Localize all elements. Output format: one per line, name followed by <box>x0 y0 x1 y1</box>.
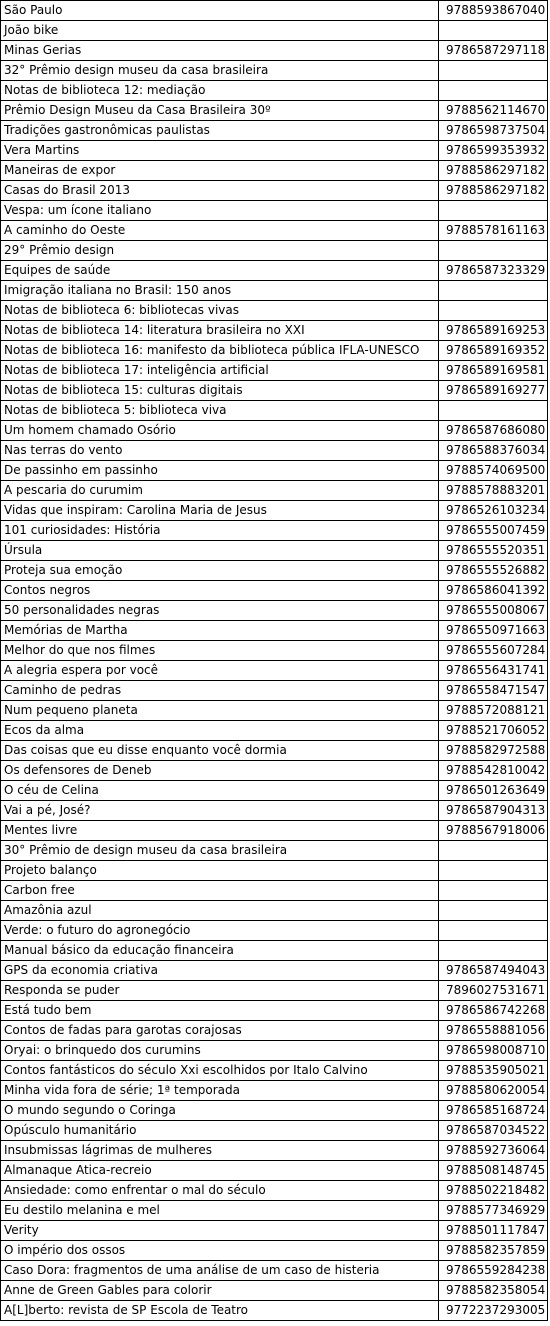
isbn-cell[interactable]: 9788582358054 <box>439 1281 548 1301</box>
table-row <box>1 81 548 101</box>
isbn-cell[interactable]: 9788562114670 <box>439 101 548 121</box>
table-row <box>1 1081 548 1101</box>
isbn-cell[interactable]: 9786555007459 <box>439 521 548 541</box>
title-cell[interactable]: São Paulo <box>1 1 439 21</box>
title-cell[interactable]: Das coisas que eu disse enquanto você dormia <box>1 741 439 761</box>
title-cell[interactable]: Memórias de Martha <box>1 621 439 641</box>
isbn-cell[interactable]: 9786556431741 <box>439 661 548 681</box>
title-cell[interactable]: Tradições gastronômicas paulistas <box>1 121 439 141</box>
title-cell[interactable]: Caso Dora: fragmentos de uma análise de um caso de histeria <box>1 1261 439 1281</box>
table-row <box>1 1061 548 1081</box>
isbn-cell[interactable]: 9786558881056 <box>439 1021 548 1041</box>
title-cell[interactable]: A[L]berto: revista de SP Escola de Teatro <box>1 1301 439 1321</box>
title-cell[interactable]: Melhor do que nos filmes <box>1 641 439 661</box>
isbn-cell[interactable]: 9788586297182 <box>439 181 548 201</box>
table-row <box>1 1201 548 1221</box>
isbn-cell[interactable]: 9788580620054 <box>439 1081 548 1101</box>
table-row <box>1 721 548 741</box>
table-row <box>1 521 548 541</box>
isbn-cell[interactable] <box>439 201 548 221</box>
title-cell[interactable]: Almanaque Atica-recreio <box>1 1161 439 1181</box>
table-row <box>1 1101 548 1121</box>
isbn-cell[interactable]: 9788502218482 <box>439 1181 548 1201</box>
title-cell[interactable]: Contos negros <box>1 581 439 601</box>
title-cell[interactable]: Nas terras do vento <box>1 441 439 461</box>
isbn-cell[interactable]: 9772237293005 <box>439 1301 548 1321</box>
table-row <box>1 741 548 761</box>
table-row <box>1 901 548 921</box>
table-row <box>1 1241 548 1261</box>
table-row <box>1 801 548 821</box>
table-row <box>1 981 548 1001</box>
title-cell[interactable]: O império dos ossos <box>1 1241 439 1261</box>
isbn-cell[interactable]: 9788592736064 <box>439 1141 548 1161</box>
title-cell[interactable]: Um homem chamado Osório <box>1 421 439 441</box>
table-row <box>1 921 548 941</box>
table-row <box>1 141 548 161</box>
table-row <box>1 1181 548 1201</box>
table-row <box>1 561 548 581</box>
table-row <box>1 781 548 801</box>
table-row <box>1 1261 548 1281</box>
title-cell[interactable]: Casas do Brasil 2013 <box>1 181 439 201</box>
title-cell[interactable]: Os defensores de Deneb <box>1 761 439 781</box>
isbn-cell[interactable]: 9788593867040 <box>439 1 548 21</box>
isbn-cell[interactable]: 9788582972588 <box>439 741 548 761</box>
table-row <box>1 761 548 781</box>
table-row <box>1 821 548 841</box>
title-cell[interactable]: Prêmio Design Museu da Casa Brasileira 30º <box>1 101 439 121</box>
title-cell[interactable]: Insubmissas lágrimas de mulheres <box>1 1141 439 1161</box>
title-cell[interactable]: 101 curiosidades: História <box>1 521 439 541</box>
table-row <box>1 401 548 421</box>
title-cell[interactable]: O céu de Celina <box>1 781 439 801</box>
title-cell[interactable]: Notas de biblioteca 6: bibliotecas vivas <box>1 301 439 321</box>
title-cell[interactable]: Vespa: um ícone italiano <box>1 201 439 221</box>
isbn-cell[interactable]: 9788501117847 <box>439 1221 548 1241</box>
title-cell[interactable]: Notas de biblioteca 12: mediação <box>1 81 439 101</box>
title-cell[interactable]: A alegria espera por você <box>1 661 439 681</box>
table-row <box>1 301 548 321</box>
isbn-cell[interactable] <box>439 861 548 881</box>
isbn-cell[interactable]: 9786587323329 <box>439 261 548 281</box>
isbn-cell[interactable]: 9786555520351 <box>439 541 548 561</box>
isbn-cell[interactable]: 9786550971663 <box>439 621 548 641</box>
title-cell[interactable]: João bike <box>1 21 439 41</box>
isbn-cell[interactable]: 9788574069500 <box>439 461 548 481</box>
isbn-cell[interactable]: 9788578883201 <box>439 481 548 501</box>
title-cell[interactable]: Vera Martins <box>1 141 439 161</box>
table-row <box>1 161 548 181</box>
title-cell[interactable]: Proteja sua emoção <box>1 561 439 581</box>
isbn-cell[interactable] <box>439 401 548 421</box>
isbn-cell[interactable] <box>439 881 548 901</box>
isbn-cell[interactable] <box>439 941 548 961</box>
title-cell[interactable]: Responda se puder <box>1 981 439 1001</box>
isbn-cell[interactable]: 9786587494043 <box>439 961 548 981</box>
table-row <box>1 421 548 441</box>
table-row <box>1 701 548 721</box>
title-cell[interactable]: Equipes de saúde <box>1 261 439 281</box>
title-cell[interactable]: Vidas que inspiram: Carolina Maria de Jesus <box>1 501 439 521</box>
isbn-cell[interactable] <box>439 841 548 861</box>
isbn-cell[interactable]: 9786555607284 <box>439 641 548 661</box>
table-row <box>1 1141 548 1161</box>
table-row <box>1 861 548 881</box>
title-cell[interactable]: Verity <box>1 1221 439 1241</box>
isbn-cell[interactable]: 9786526103234 <box>439 501 548 521</box>
isbn-cell[interactable] <box>439 301 548 321</box>
table-row <box>1 321 548 341</box>
isbn-cell[interactable]: 9786587686080 <box>439 421 548 441</box>
table-row <box>1 121 548 141</box>
isbn-cell[interactable]: 9786501263649 <box>439 781 548 801</box>
title-cell[interactable]: Amazônia azul <box>1 901 439 921</box>
title-cell[interactable]: Maneiras de expor <box>1 161 439 181</box>
title-cell[interactable]: De passinho em passinho <box>1 461 439 481</box>
title-cell[interactable]: 29° Prêmio design <box>1 241 439 261</box>
title-cell[interactable]: Verde: o futuro do agronegócio <box>1 921 439 941</box>
table-row <box>1 1281 548 1301</box>
isbn-cell[interactable]: 9786587904313 <box>439 801 548 821</box>
title-cell[interactable]: Contos fantásticos do século Xxi escolhidos por Italo Calvino <box>1 1061 439 1081</box>
isbn-cell[interactable]: 9786588376034 <box>439 441 548 461</box>
isbn-cell[interactable]: 9788535905021 <box>439 1061 548 1081</box>
isbn-cell[interactable]: 9786598008710 <box>439 1041 548 1061</box>
table-row <box>1 541 548 561</box>
table-row <box>1 1161 548 1181</box>
isbn-cell[interactable]: 9786586041392 <box>439 581 548 601</box>
title-cell[interactable]: Carbon free <box>1 881 439 901</box>
table-row <box>1 881 548 901</box>
isbn-cell[interactable]: 9788542810042 <box>439 761 548 781</box>
title-cell[interactable]: Anne de Green Gables para colorir <box>1 1281 439 1301</box>
table-row <box>1 1301 548 1321</box>
table-row <box>1 41 548 61</box>
table-row <box>1 61 548 81</box>
table-row <box>1 621 548 641</box>
title-cell[interactable]: Vai a pé, José? <box>1 801 439 821</box>
isbn-cell[interactable]: 9788577346929 <box>439 1201 548 1221</box>
title-cell[interactable]: Notas de biblioteca 15: culturas digitais <box>1 381 439 401</box>
title-cell[interactable]: Manual básico da educação financeira <box>1 941 439 961</box>
title-cell[interactable]: Imigração italiana no Brasil: 150 anos <box>1 281 439 301</box>
table-row <box>1 441 548 461</box>
title-cell[interactable]: Está tudo bem <box>1 1001 439 1021</box>
table-row <box>1 21 548 41</box>
isbn-cell[interactable] <box>439 21 548 41</box>
title-cell[interactable]: Opúsculo humanitário <box>1 1121 439 1141</box>
title-cell[interactable]: Notas de biblioteca 14: literatura brasileira no XXI <box>1 321 439 341</box>
isbn-cell[interactable]: 9788508148745 <box>439 1161 548 1181</box>
isbn-cell[interactable]: 9788567918006 <box>439 821 548 841</box>
table-row <box>1 361 548 381</box>
table-row <box>1 461 548 481</box>
isbn-cell[interactable]: 9786587297118 <box>439 41 548 61</box>
table-row <box>1 1001 548 1021</box>
isbn-cell[interactable]: 9786559284238 <box>439 1261 548 1281</box>
isbn-cell[interactable] <box>439 61 548 81</box>
table-row <box>1 281 548 301</box>
table-row <box>1 381 548 401</box>
isbn-cell[interactable]: 9786555526882 <box>439 561 548 581</box>
table-row <box>1 201 548 221</box>
title-cell[interactable]: Minha vida fora de série; 1ª temporada <box>1 1081 439 1101</box>
isbn-cell[interactable] <box>439 81 548 101</box>
isbn-cell[interactable]: 9786555008067 <box>439 601 548 621</box>
isbn-cell[interactable] <box>439 901 548 921</box>
isbn-cell[interactable]: 9786599353932 <box>439 141 548 161</box>
table-row <box>1 1 548 21</box>
isbn-cell[interactable]: 7896027531671 <box>439 981 548 1001</box>
table-row <box>1 181 548 201</box>
table-row <box>1 841 548 861</box>
isbn-cell[interactable]: 9788578161163 <box>439 221 548 241</box>
title-cell[interactable]: A caminho do Oeste <box>1 221 439 241</box>
isbn-cell[interactable]: 9788586297182 <box>439 161 548 181</box>
table-row <box>1 261 548 281</box>
isbn-cell[interactable]: 9786589169253 <box>439 321 548 341</box>
table-row <box>1 1021 548 1041</box>
title-cell[interactable]: Ansiedade: como enfrentar o mal do século <box>1 1181 439 1201</box>
isbn-cell[interactable]: 9788572088121 <box>439 701 548 721</box>
title-cell[interactable]: 30° Prêmio de design museu da casa brasileira <box>1 841 439 861</box>
table-row <box>1 601 548 621</box>
isbn-cell[interactable]: 9786558471547 <box>439 681 548 701</box>
table-row <box>1 481 548 501</box>
table-row <box>1 1041 548 1061</box>
title-cell[interactable]: GPS da economia criativa <box>1 961 439 981</box>
title-cell[interactable]: Caminho de pedras <box>1 681 439 701</box>
title-cell[interactable]: Notas de biblioteca 5: biblioteca viva <box>1 401 439 421</box>
isbn-cell[interactable]: 9788521706052 <box>439 721 548 741</box>
title-cell[interactable]: Contos de fadas para garotas corajosas <box>1 1021 439 1041</box>
isbn-cell[interactable] <box>439 241 548 261</box>
table-row <box>1 341 548 361</box>
isbn-cell[interactable]: 9786585168724 <box>439 1101 548 1121</box>
title-cell[interactable]: Notas de biblioteca 16: manifesto da biblioteca pública IFLA-UNESCO <box>1 341 439 361</box>
table-row <box>1 221 548 241</box>
title-cell[interactable]: Minas Gerias <box>1 41 439 61</box>
title-cell[interactable]: 32° Prêmio design museu da casa brasileira <box>1 61 439 81</box>
isbn-cell[interactable]: 9786587034522 <box>439 1121 548 1141</box>
title-cell[interactable]: A pescaria do curumim <box>1 481 439 501</box>
title-cell[interactable]: Projeto balanço <box>1 861 439 881</box>
table-row <box>1 681 548 701</box>
isbn-cell[interactable] <box>439 921 548 941</box>
table-body <box>1 1 548 1321</box>
title-cell[interactable]: Oryai: o brinquedo dos curumins <box>1 1041 439 1061</box>
table-row <box>1 661 548 681</box>
title-cell[interactable]: O mundo segundo o Coringa <box>1 1101 439 1121</box>
table-row <box>1 1221 548 1241</box>
isbn-cell[interactable]: 9788582357859 <box>439 1241 548 1261</box>
title-cell[interactable]: Úrsula <box>1 541 439 561</box>
table-row <box>1 501 548 521</box>
isbn-cell[interactable]: 9786589169581 <box>439 361 548 381</box>
isbn-cell[interactable]: 9786598737504 <box>439 121 548 141</box>
isbn-cell[interactable]: 9786586742268 <box>439 1001 548 1021</box>
table-row <box>1 101 548 121</box>
title-cell[interactable]: Ecos da alma <box>1 721 439 741</box>
isbn-cell[interactable]: 9786589169277 <box>439 381 548 401</box>
table-row <box>1 941 548 961</box>
title-cell[interactable]: Eu destilo melanina e mel <box>1 1201 439 1221</box>
title-cell[interactable]: Notas de biblioteca 17: inteligência artificial <box>1 361 439 381</box>
isbn-cell[interactable]: 9786589169352 <box>439 341 548 361</box>
table-row <box>1 241 548 261</box>
title-cell[interactable]: Num pequeno planeta <box>1 701 439 721</box>
title-cell[interactable]: Mentes livre <box>1 821 439 841</box>
title-cell[interactable]: 50 personalidades negras <box>1 601 439 621</box>
table-row <box>1 581 548 601</box>
table-row <box>1 641 548 661</box>
table-row <box>1 1121 548 1141</box>
table-row <box>1 961 548 981</box>
isbn-cell[interactable] <box>439 281 548 301</box>
